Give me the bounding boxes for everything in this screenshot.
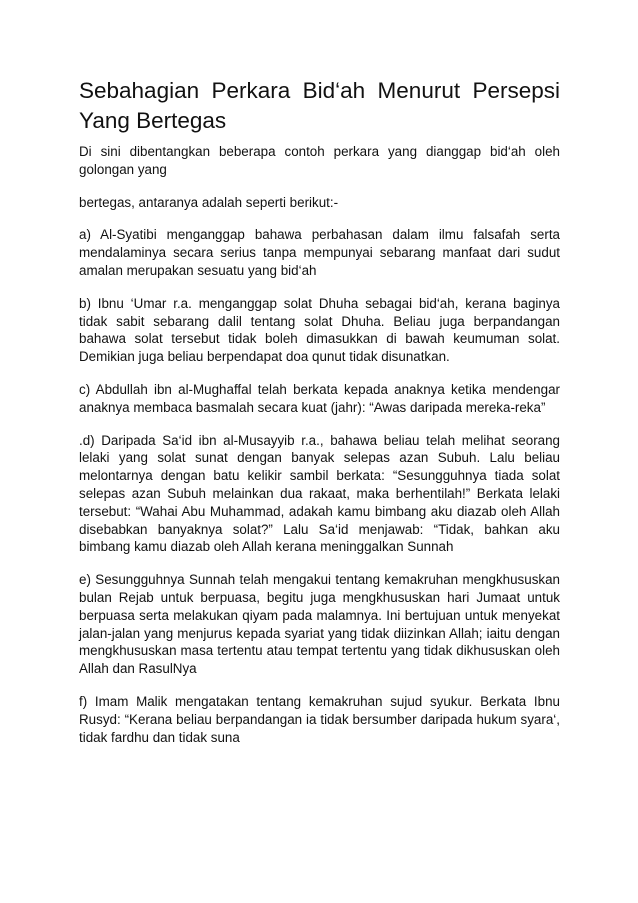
point-a-paragraph: a) Al-Syatibi menganggap bahawa perbahasan dalam ilmu falsafah serta mendalaminya secara serius tanpa mempunyai sebarang manfaat dari sudut amalan merupakan sesuatu yang bid‘ah: [79, 227, 560, 278]
document-page: [79, 76, 560, 761]
point-f-paragraph: f) Imam Malik mengatakan tentang kemakruhan sujud syukur. Berkata Ibnu Rusyd: “Kerana beliau berpandangan ia tidak bersumber daripada hukum syara‘, tidak fardhu dan tidak suna: [79, 693, 560, 745]
page-title: Sebahagian Perkara Bid‘ah Menurut Persepsi Yang Bertegas: [79, 78, 560, 133]
intro-continuation-paragraph: bertegas, antaranya adalah seperti berikut:-: [79, 194, 339, 210]
point-d-paragraph: .d) Daripada Sa‘id ibn al-Musayyib r.a., bahawa beliau telah melihat seorang lelaki yang solat sunat dengan banyak selepas azan Subuh. Lalu beliau melontarnya dengan batu kelikir sambil berkata: “Sesungguhnya tiada solat selepas azan Subuh melainkan dua rakaat, maka berhentilah!” Berkata lelaki tersebut: “Wahai Abu Muhammad, adakah kamu bimbang aku diazab oleh Allah disebabkan banyaknya solat?” Lalu Sa‘id menjawab: “Tidak, bahkan aku bimbang kamu diazab oleh Allah kerana meninggalkan Sunnah: [79, 432, 560, 555]
point-e-paragraph: e) Sesungguhnya Sunnah telah mengakui tentang kemakruhan mengkhususkan bulan Rejab untuk berpuasa, begitu juga mengkhususkan hari Jumaat untuk berpuasa serta melakukan qiyam pada malamnya. Ini bertujuan untuk menyekat jalan-jalan yang menjurus kepada syariat yang tidak diizinkan Allah; iaitu dengan mengkhususkan masa tertentu atau tempat tertentu yang tidak dikhususkan oleh Allah dan RasulNya: [79, 572, 560, 677]
intro-paragraph: Di sini dibentangkan beberapa contoh perkara yang dianggap bid‘ah oleh golongan yang: [79, 144, 560, 177]
point-b-paragraph: b) Ibnu ‘Umar r.a. menganggap solat Dhuha sebagai bid‘ah, kerana baginya tidak sabit sebarang dalil tentang solat Dhuha. Beliau juga berpandangan bahawa solat tersebut tidak boleh dimasukkan di bawah keumuman solat. Demikian juga beliau berpendapat doa qunut tidak disunatkan.: [79, 295, 560, 365]
point-c-paragraph: c) Abdullah ibn al-Mughaffal telah berkata kepada anaknya ketika mendengar anaknya membaca basmalah secara kuat (jahr): “Awas daripada mereka-reka”: [79, 381, 560, 415]
